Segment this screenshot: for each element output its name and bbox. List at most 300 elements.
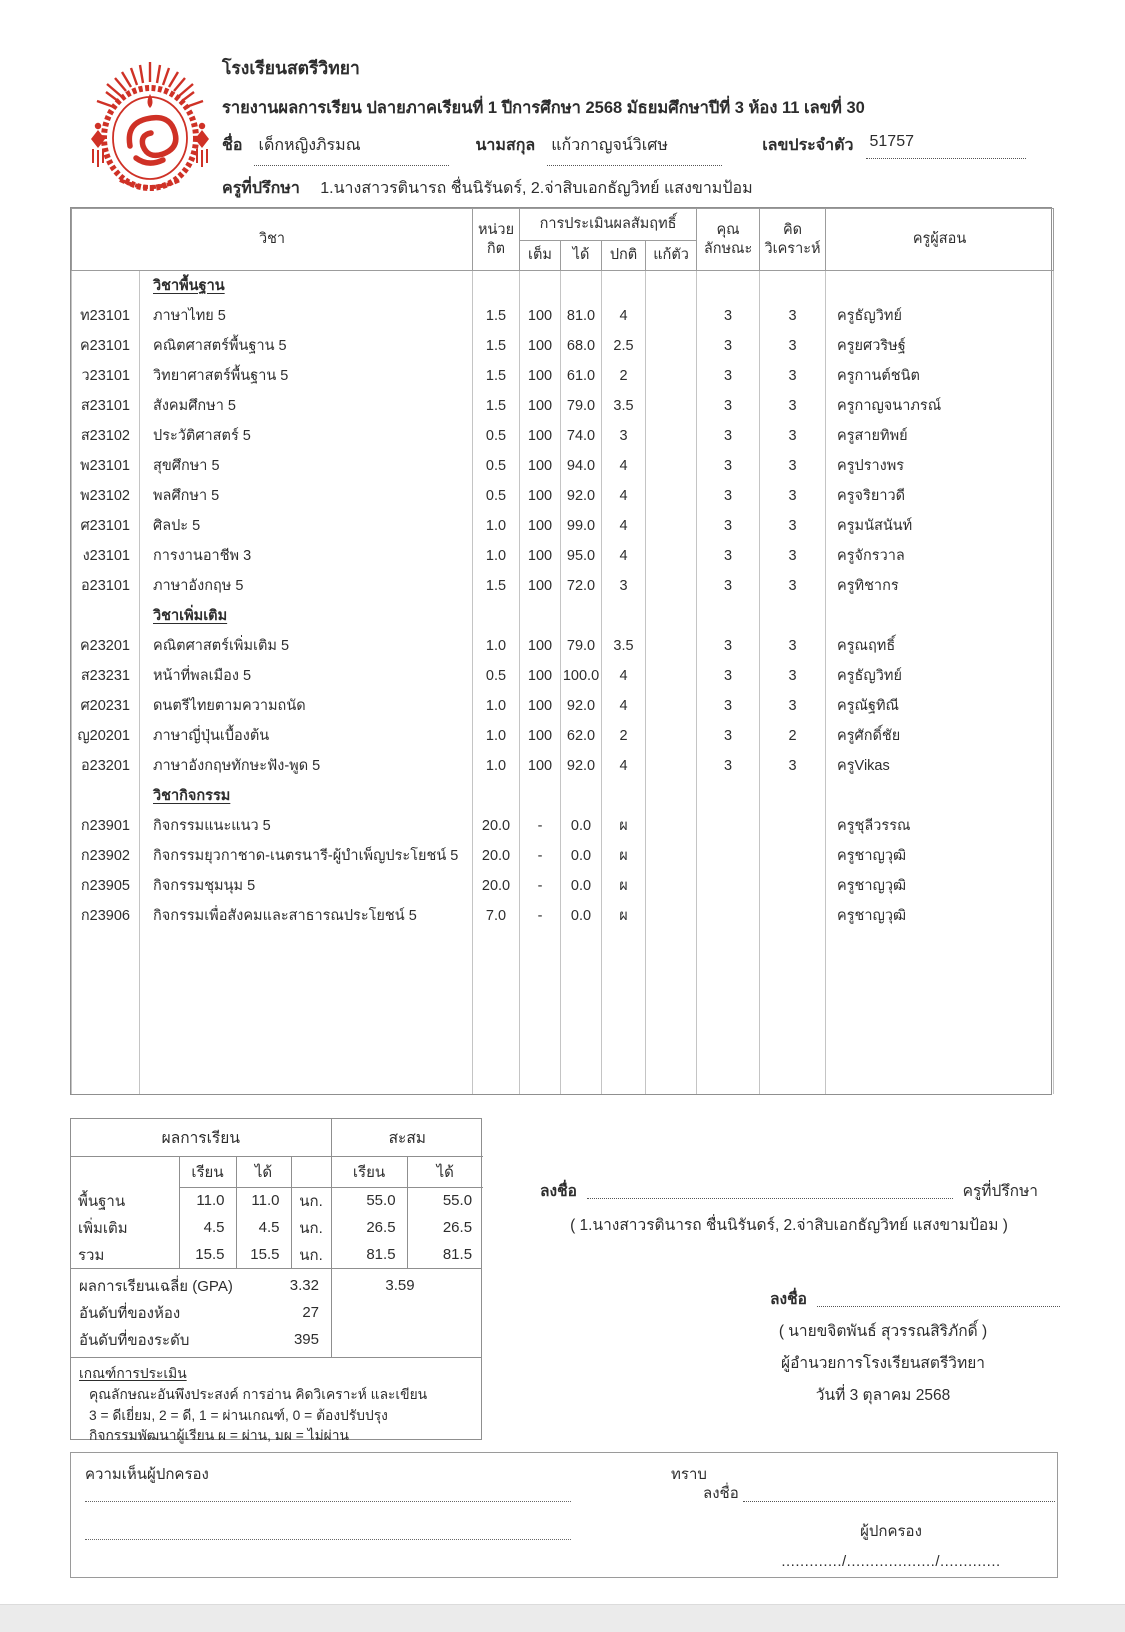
subject-code: อ23101 [72, 571, 140, 601]
advisor-signature-names: ( 1.นางสาวรตินารถ ชื่นนิรันดร์, 2.จ่าสิบเอกธัญวิทย์ แสงขามป้อม ) [570, 1217, 1008, 1234]
score-full: 100 [520, 451, 561, 481]
parent-opinion-line-2 [85, 1539, 571, 1540]
col-header-credit [473, 209, 520, 271]
teacher-name [826, 271, 1054, 301]
retake-grade [646, 601, 697, 631]
grade: ผ [602, 841, 646, 871]
col-header-full: เต็ม [520, 241, 561, 271]
retake-grade [646, 721, 697, 751]
subject-code: ก23905 [72, 871, 140, 901]
think-score: 3 [760, 331, 826, 361]
retake-grade [646, 541, 697, 571]
parent-opinion-line-1 [85, 1501, 571, 1502]
sign-label: ลงชื่อ [770, 1291, 807, 1308]
parent-role-label: ผู้ปกครอง [860, 1523, 922, 1540]
credit: 1.0 [473, 751, 520, 781]
score-got: 79.0 [561, 391, 602, 421]
summary-enroll: 15.5 [179, 1241, 236, 1268]
subject-row [72, 751, 1054, 781]
summary-unit: นก. [291, 1241, 331, 1268]
teacher-name: ครูธัญวิทย์ [826, 661, 1054, 691]
trait-score: 3 [697, 391, 760, 421]
teacher-name: ครูศักดิ์ชัย [826, 721, 1054, 751]
room-rank-label: อันดับที่ของห้อง [79, 1304, 181, 1322]
subject-name: การงานอาชีพ 3 [140, 541, 473, 571]
score-full: 100 [520, 751, 561, 781]
think-score [760, 601, 826, 631]
score-got: 92.0 [561, 691, 602, 721]
student-info-line [222, 133, 1082, 166]
trait-score: 3 [697, 301, 760, 331]
criteria-line-1: คุณลักษณะอันพึงประสงค์ การอ่าน คิดวิเคราะห์ และเขียน [89, 1386, 428, 1402]
subject-code: ง23101 [72, 541, 140, 571]
grade [602, 601, 646, 631]
col-header-trait [697, 209, 760, 271]
think-score: 3 [760, 391, 826, 421]
subject-row [72, 541, 1054, 571]
advisor-line [222, 176, 1082, 201]
grades-table-box [70, 207, 1052, 1095]
score-got: 79.0 [561, 631, 602, 661]
summary-subheader-cum-enroll: เรียน [331, 1156, 407, 1187]
trait-score: 3 [697, 631, 760, 661]
filler-cell [561, 931, 602, 1095]
summary-subheader-enroll: เรียน [179, 1156, 236, 1187]
think-score: 3 [760, 751, 826, 781]
think-score: 3 [760, 511, 826, 541]
col-header-subject: วิชา [72, 209, 473, 271]
trait-score: 3 [697, 571, 760, 601]
credit: 1.5 [473, 391, 520, 421]
score-got: 68.0 [561, 331, 602, 361]
score-full: - [520, 811, 561, 841]
summary-enroll: 4.5 [179, 1214, 236, 1241]
crest-flame [148, 94, 153, 108]
section-title: วิชาพื้นฐาน [153, 278, 225, 295]
signature-dotted-line [743, 1488, 1055, 1502]
summary-unit: นก. [291, 1187, 331, 1214]
trait-score: 3 [697, 721, 760, 751]
subject-name: กิจกรรมเพื่อสังคมและสาธารณประโยชน์ 5 [140, 901, 473, 931]
school-logo [84, 50, 216, 200]
teacher-name: ครูจักรวาล [826, 541, 1054, 571]
summary-subheader-blank [71, 1156, 179, 1187]
subject-row [72, 631, 1054, 661]
score-got: 72.0 [561, 571, 602, 601]
grade: ผ [602, 811, 646, 841]
score-full: 100 [520, 481, 561, 511]
retake-grade [646, 781, 697, 811]
subject-code: ก23902 [72, 841, 140, 871]
teacher-name: ครูชาญวุฒิ [826, 871, 1054, 901]
retake-grade [646, 871, 697, 901]
surname-label: นามสกุล [475, 137, 536, 154]
think-score: 3 [760, 451, 826, 481]
subject-row [72, 391, 1054, 421]
score-got: 95.0 [561, 541, 602, 571]
school-name: โรงเรียนสตรีวิทยา [222, 58, 360, 78]
grade: 4 [602, 661, 646, 691]
credit: 1.0 [473, 691, 520, 721]
crest-monogram [129, 118, 175, 163]
summary-subheader-earned: ได้ [236, 1156, 291, 1187]
subject-row [72, 811, 1054, 841]
subject-code [72, 601, 140, 631]
signature-dotted-line [817, 1293, 1060, 1307]
section-title: วิชาเพิ่มเติม [153, 608, 228, 624]
subject-name: กิจกรรมแนะแนว 5 [140, 811, 473, 841]
score-got: 99.0 [561, 511, 602, 541]
subject-name: พลศึกษา 5 [140, 481, 473, 511]
subject-code: ส23231 [72, 661, 140, 691]
subject-name: ภาษาไทย 5 [140, 301, 473, 331]
retake-grade [646, 511, 697, 541]
retake-grade [646, 661, 697, 691]
grade: ผ [602, 871, 646, 901]
advisor-signature-row [540, 1178, 1038, 1203]
think-line2: วิเคราะห์ [764, 240, 821, 257]
grade: 4 [602, 541, 646, 571]
sign-label: ลงชื่อ [540, 1183, 577, 1200]
filler-cell [826, 931, 1054, 1095]
student-id: 51757 [866, 133, 1026, 159]
subject-code: ญ20201 [72, 721, 140, 751]
subject-row [72, 451, 1054, 481]
col-header-assessment: การประเมินผลสัมฤทธิ์ [520, 209, 697, 241]
subject-name: วิทยาศาสตร์พื้นฐาน 5 [140, 361, 473, 391]
retake-grade [646, 421, 697, 451]
credit: 1.5 [473, 301, 520, 331]
trait-score: 3 [697, 331, 760, 361]
teacher-name: ครูทิชากร [826, 571, 1054, 601]
retake-grade [646, 481, 697, 511]
col-header-teacher: ครูผู้สอน [826, 209, 1054, 271]
credit [473, 781, 520, 811]
filler-cell [602, 931, 646, 1095]
summary-row-label: พื้นฐาน [71, 1187, 179, 1214]
trait-score: 3 [697, 421, 760, 451]
score-got [561, 601, 602, 631]
summary-header-cumulative: สะสม [331, 1119, 483, 1156]
score-got: 92.0 [561, 751, 602, 781]
score-got: 94.0 [561, 451, 602, 481]
grade: 4 [602, 691, 646, 721]
grade: 4 [602, 481, 646, 511]
score-got: 61.0 [561, 361, 602, 391]
trait-score [697, 601, 760, 631]
filler-cell [646, 931, 697, 1095]
retake-grade [646, 391, 697, 421]
grade: 3.5 [602, 631, 646, 661]
filler-cell [760, 931, 826, 1095]
parent-signature-row [703, 1481, 1055, 1505]
subject-row [72, 331, 1054, 361]
teacher-name [826, 781, 1054, 811]
credit: 1.0 [473, 511, 520, 541]
section-title-cell [140, 601, 473, 631]
subject-code: ส23102 [72, 421, 140, 451]
subject-name: กิจกรรมชุมนุม 5 [140, 871, 473, 901]
director-signature-block [718, 1286, 1048, 1407]
credit: 1.0 [473, 541, 520, 571]
col-header-normal: ปกติ [602, 241, 646, 271]
trait-score: 3 [697, 751, 760, 781]
filler-cell [697, 931, 760, 1095]
gpa-value: 3.32 [289, 1277, 319, 1294]
grades-table-body [72, 271, 1054, 1095]
score-full: 100 [520, 331, 561, 361]
teacher-name: ครูจริยาวดี [826, 481, 1054, 511]
score-got: 100.0 [561, 661, 602, 691]
subject-code: ก23901 [72, 811, 140, 841]
score-got: 81.0 [561, 301, 602, 331]
think-score [760, 811, 826, 841]
subject-row [72, 901, 1054, 931]
credit [473, 271, 520, 301]
gpa-row [71, 1272, 481, 1299]
trait-score: 3 [697, 361, 760, 391]
score-full: 100 [520, 301, 561, 331]
report-header [222, 54, 1082, 201]
think-score [760, 781, 826, 811]
credit: 0.5 [473, 481, 520, 511]
section-title-row [72, 601, 1054, 631]
subject-row [72, 481, 1054, 511]
subject-code: ท23101 [72, 301, 140, 331]
credit: 1.0 [473, 721, 520, 751]
score-got: 74.0 [561, 421, 602, 451]
teacher-name: ครูธัญวิทย์ [826, 301, 1054, 331]
summary-cum-enroll: 26.5 [331, 1214, 407, 1241]
trait-score [697, 781, 760, 811]
grade: 2.5 [602, 331, 646, 361]
subject-row [72, 661, 1054, 691]
subject-code: ส23101 [72, 391, 140, 421]
grade [602, 271, 646, 301]
subject-row [72, 361, 1054, 391]
think-score [760, 271, 826, 301]
subject-name: ภาษาอังกฤษ 5 [140, 571, 473, 601]
retake-grade [646, 301, 697, 331]
think-score: 3 [760, 361, 826, 391]
think-score: 2 [760, 721, 826, 751]
subject-name: สังคมศึกษา 5 [140, 391, 473, 421]
trait-score [697, 271, 760, 301]
think-score [760, 841, 826, 871]
score-full: 100 [520, 571, 561, 601]
teacher-name: ครูVikas [826, 751, 1054, 781]
gpa-section [71, 1268, 481, 1357]
summary-unit: นก. [291, 1214, 331, 1241]
credit: 0.5 [473, 661, 520, 691]
subject-name: สุขศึกษา 5 [140, 451, 473, 481]
trait-score: 3 [697, 541, 760, 571]
director-name: ( นายขจิตพันธ์ สุวรรณสิริภักดิ์ ) [778, 1323, 988, 1340]
think-line1: คิด [782, 222, 803, 239]
credit: 20.0 [473, 871, 520, 901]
score-full: 100 [520, 661, 561, 691]
score-got [561, 271, 602, 301]
parent-opinion-label: ความเห็นผู้ปกครอง [85, 1466, 209, 1483]
think-score: 3 [760, 301, 826, 331]
grade: 4 [602, 451, 646, 481]
score-full: 100 [520, 361, 561, 391]
teacher-name: ครูณฤทธิ์ [826, 631, 1054, 661]
trait-line2: ลักษณะ [703, 240, 753, 257]
section-title-cell [140, 781, 473, 811]
trait-score [697, 901, 760, 931]
retake-grade [646, 331, 697, 361]
grade: 3 [602, 571, 646, 601]
acknowledged-label: ทราบ [671, 1466, 707, 1483]
subject-name: ภาษาอังกฤษทักษะฟัง-พูด 5 [140, 751, 473, 781]
score-full [520, 601, 561, 631]
summary-subheader-cum-earned: ได้ [407, 1156, 483, 1187]
score-full [520, 271, 561, 301]
think-score: 3 [760, 421, 826, 451]
retake-grade [646, 811, 697, 841]
retake-grade [646, 631, 697, 661]
level-rank-label: อันดับที่ของระดับ [79, 1331, 190, 1349]
subject-row [72, 421, 1054, 451]
score-full: 100 [520, 511, 561, 541]
retake-grade [646, 841, 697, 871]
teacher-name: ครูณัฐทิณี [826, 691, 1054, 721]
advisor-label: ครูที่ปรึกษา [222, 180, 300, 197]
filler-cell [473, 931, 520, 1095]
summary-box [70, 1118, 482, 1444]
section-title-cell [140, 271, 473, 301]
think-score: 3 [760, 541, 826, 571]
grade: 4 [602, 751, 646, 781]
score-got: 92.0 [561, 481, 602, 511]
summary-subheader-unit-blank [291, 1156, 331, 1187]
summary-cum-earned: 55.0 [442, 1192, 473, 1210]
trait-score [697, 871, 760, 901]
trait-score: 3 [697, 661, 760, 691]
score-got: 0.0 [561, 871, 602, 901]
subject-name: คณิตศาสตร์เพิ่มเติม 5 [140, 631, 473, 661]
subject-code: อ23201 [72, 751, 140, 781]
trait-score: 3 [697, 481, 760, 511]
retake-grade [646, 361, 697, 391]
col-header-retake: แก้ตัว [646, 241, 697, 271]
score-got: 0.0 [561, 901, 602, 931]
subject-row [72, 721, 1054, 751]
section-title-row [72, 781, 1054, 811]
credit: 1.0 [473, 631, 520, 661]
credit: 1.5 [473, 571, 520, 601]
teacher-name: ครูชาญวุฒิ [826, 901, 1054, 931]
retake-grade [646, 451, 697, 481]
score-got: 62.0 [561, 721, 602, 751]
parent-opinion-box [70, 1452, 1058, 1578]
summary-cum-enroll: 55.0 [331, 1187, 407, 1214]
teacher-name: ครูสายทิพย์ [826, 421, 1054, 451]
subject-name: กิจกรรมยุวกาชาด-เนตรนารี-ผู้บำเพ็ญประโยชน์ 5 [140, 841, 473, 871]
think-score: 3 [760, 661, 826, 691]
credit-line2: กิต [486, 240, 506, 257]
subject-row [72, 841, 1054, 871]
level-rank-value: 395 [293, 1331, 319, 1348]
think-score: 3 [760, 691, 826, 721]
retake-grade [646, 571, 697, 601]
summary-table [71, 1119, 483, 1268]
subject-code: ว23101 [72, 361, 140, 391]
teacher-name: ครูชุลีวรรณ [826, 811, 1054, 841]
trait-line1: คุณ [716, 222, 740, 239]
grade: 4 [602, 511, 646, 541]
signature-date: วันที่ 3 ตุลาคม 2568 [815, 1387, 951, 1404]
credit [473, 601, 520, 631]
score-full: - [520, 901, 561, 931]
summary-earned: 15.5 [236, 1241, 291, 1268]
subject-row [72, 301, 1054, 331]
summary-earned: 11.0 [236, 1187, 291, 1214]
score-full: 100 [520, 691, 561, 721]
summary-cum-earned: 26.5 [442, 1219, 473, 1236]
level-rank-row [71, 1326, 481, 1353]
think-score [760, 901, 826, 931]
trait-score: 3 [697, 511, 760, 541]
summary-header-result: ผลการเรียน [71, 1119, 331, 1156]
teacher-name [826, 601, 1054, 631]
subject-code: พ23101 [72, 451, 140, 481]
subject-code [72, 781, 140, 811]
subject-code: พ23102 [72, 481, 140, 511]
summary-row-label: รวม [71, 1241, 179, 1268]
grade: 3.5 [602, 391, 646, 421]
parent-date-dots: ............./.................../............. [781, 1553, 1001, 1570]
subject-row [72, 511, 1054, 541]
subject-row [72, 871, 1054, 901]
think-score [760, 871, 826, 901]
think-score: 3 [760, 571, 826, 601]
score-full: - [520, 871, 561, 901]
trait-score [697, 811, 760, 841]
criteria-line-2: 3 = ดีเยี่ยม, 2 = ดี, 1 = ผ่านเกณฑ์, 0 = ต้องปรับปรุง [89, 1407, 388, 1423]
section-title-row [72, 271, 1054, 301]
report-title: รายงานผลการเรียน ปลายภาคเรียนที่ 1 ปีการศึกษา 2568 มัธยมศึกษาปีที่ 3 ห้อง 11 เลขที่ 30 [222, 99, 865, 117]
section-title: วิชากิจกรรม [153, 788, 231, 804]
teacher-name: ครูปรางพร [826, 451, 1054, 481]
summary-row-label: เพิ่มเติม [71, 1214, 179, 1241]
credit: 20.0 [473, 811, 520, 841]
subject-code: ค23201 [72, 631, 140, 661]
col-header-think [760, 209, 826, 271]
col-header-got: ได้ [561, 241, 602, 271]
trait-score [697, 841, 760, 871]
teacher-name: ครูกานต์ชนิต [826, 361, 1054, 391]
criteria-section [71, 1357, 481, 1447]
criteria-title: เกณฑ์การประเมิน [79, 1366, 187, 1381]
score-full: 100 [520, 421, 561, 451]
summary-earned: 4.5 [236, 1214, 291, 1241]
grade: ผ [602, 901, 646, 931]
criteria-line-3: กิจกรรมพัฒนาผู้เรียน ผ = ผ่าน, มผ = ไม่ผ่าน [89, 1428, 349, 1444]
subject-name: หน้าที่พลเมือง 5 [140, 661, 473, 691]
table-filler-row [72, 931, 1054, 1095]
advisor-role: ครูที่ปรึกษา [962, 1183, 1038, 1200]
student-surname: แก้วกาญจน์วิเศษ [547, 133, 722, 166]
credit: 7.0 [473, 901, 520, 931]
teacher-name: ครูยศวริษฐ์ [826, 331, 1054, 361]
signature-dotted-line [587, 1185, 953, 1199]
score-full: 100 [520, 541, 561, 571]
subject-name: ดนตรีไทยตามความถนัด [140, 691, 473, 721]
student-id-label: เลขประจำตัว [762, 137, 854, 154]
retake-grade [646, 691, 697, 721]
